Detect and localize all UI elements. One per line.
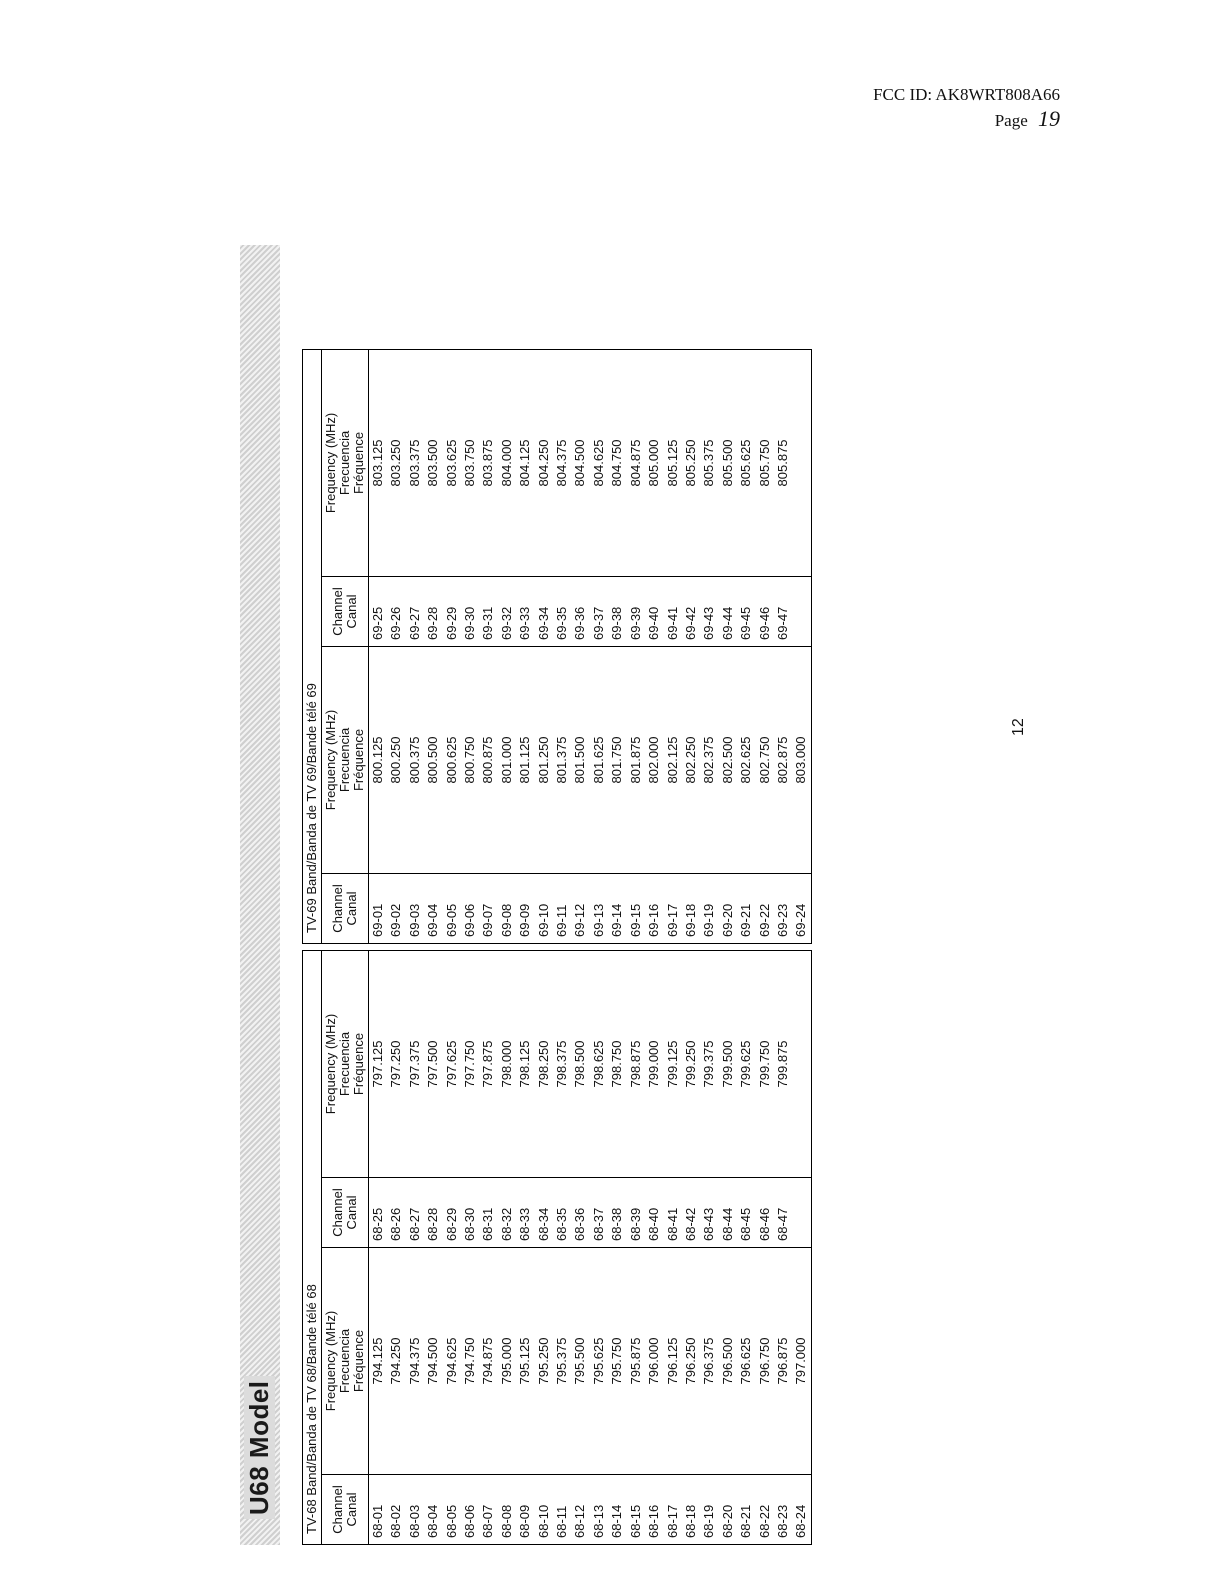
frequency-cell: 798.250 bbox=[535, 950, 553, 1177]
channel-cell: 69-09 bbox=[516, 873, 534, 943]
frequency-cell: 801.250 bbox=[535, 646, 553, 873]
channel-cell: 69-40 bbox=[645, 576, 663, 646]
channel-cell: 69-27 bbox=[406, 576, 424, 646]
channel-cell: 68-11 bbox=[553, 1475, 571, 1545]
channel-cell: 69-22 bbox=[756, 873, 774, 943]
frequency-cell: 797.000 bbox=[792, 1248, 811, 1475]
channel-cell: 69-36 bbox=[571, 576, 589, 646]
channel-cell: 68-37 bbox=[590, 1178, 608, 1248]
channel-cell: 69-32 bbox=[498, 576, 516, 646]
frequency-cell: 800.625 bbox=[443, 646, 461, 873]
table-row bbox=[479, 950, 497, 1544]
channel-cell: 68-21 bbox=[737, 1475, 755, 1545]
table-row bbox=[406, 349, 424, 943]
frequency-cell: 805.375 bbox=[700, 349, 718, 576]
frequency-cell: 802.750 bbox=[756, 646, 774, 873]
frequency-header: Frequency (MHz) Frecuencia Fréquence bbox=[322, 950, 369, 1177]
table-row bbox=[737, 950, 755, 1544]
channel-cell: 69-37 bbox=[590, 576, 608, 646]
table-row bbox=[774, 349, 792, 943]
table-row bbox=[792, 349, 811, 943]
frequency-cell: 805.875 bbox=[774, 349, 792, 576]
fcc-id: FCC ID: AK8WRT808A66 bbox=[873, 85, 1060, 104]
channel-cell: 68-32 bbox=[498, 1178, 516, 1248]
table-row bbox=[387, 950, 405, 1544]
frequency-cell: 803.125 bbox=[369, 349, 388, 576]
table-row bbox=[516, 950, 534, 1544]
channel-cell: 68-22 bbox=[756, 1475, 774, 1545]
frequency-cell bbox=[792, 950, 811, 1177]
frequency-cell: 795.750 bbox=[608, 1248, 626, 1475]
frequency-cell: 796.125 bbox=[664, 1248, 682, 1475]
channel-cell: 68-01 bbox=[369, 1475, 388, 1545]
frequency-cell: 805.625 bbox=[737, 349, 755, 576]
channel-cell: 69-15 bbox=[627, 873, 645, 943]
frequency-cell: 804.375 bbox=[553, 349, 571, 576]
frequency-header: Frequency (MHz) Frecuencia Fréquence bbox=[322, 646, 369, 873]
table-row bbox=[498, 950, 516, 1544]
frequency-cell: 804.000 bbox=[498, 349, 516, 576]
channel-cell: 68-03 bbox=[406, 1475, 424, 1545]
table-row bbox=[424, 349, 442, 943]
channel-cell: 68-43 bbox=[700, 1178, 718, 1248]
frequency-cell: 803.375 bbox=[406, 349, 424, 576]
frequency-cell: 795.125 bbox=[516, 1248, 534, 1475]
channel-cell: 68-09 bbox=[516, 1475, 534, 1545]
band-tables bbox=[302, 349, 812, 1545]
frequency-cell: 800.250 bbox=[387, 646, 405, 873]
channel-cell: 69-23 bbox=[774, 873, 792, 943]
channel-cell: 68-16 bbox=[645, 1475, 663, 1545]
channel-cell: 69-10 bbox=[535, 873, 553, 943]
frequency-cell: 797.375 bbox=[406, 950, 424, 1177]
channel-cell: 68-17 bbox=[664, 1475, 682, 1545]
channel-cell: 69-28 bbox=[424, 576, 442, 646]
channel-cell: 68-18 bbox=[682, 1475, 700, 1545]
table-row bbox=[387, 349, 405, 943]
frequency-cell: 800.875 bbox=[479, 646, 497, 873]
channel-cell: 68-26 bbox=[387, 1178, 405, 1248]
frequency-cell: 796.375 bbox=[700, 1248, 718, 1475]
table-row bbox=[498, 349, 516, 943]
frequency-cell: 798.750 bbox=[608, 950, 626, 1177]
channel-cell: 68-46 bbox=[756, 1178, 774, 1248]
frequency-cell: 796.875 bbox=[774, 1248, 792, 1475]
channel-cell: 69-13 bbox=[590, 873, 608, 943]
frequency-cell: 801.750 bbox=[608, 646, 626, 873]
frequency-cell: 794.750 bbox=[461, 1248, 479, 1475]
channel-header: Channel Canal bbox=[322, 576, 369, 646]
page-footer-number: 12 bbox=[1010, 718, 1027, 736]
frequency-cell: 803.625 bbox=[443, 349, 461, 576]
frequency-cell: 802.875 bbox=[774, 646, 792, 873]
table-row bbox=[737, 349, 755, 943]
frequency-cell: 800.500 bbox=[424, 646, 442, 873]
frequency-header: Frequency (MHz) Frecuencia Fréquence bbox=[322, 349, 369, 576]
table-row bbox=[645, 349, 663, 943]
table-row bbox=[664, 349, 682, 943]
frequency-cell: 802.000 bbox=[645, 646, 663, 873]
frequency-cell: 796.250 bbox=[682, 1248, 700, 1475]
channel-cell: 69-35 bbox=[553, 576, 571, 646]
channel-cell: 69-46 bbox=[756, 576, 774, 646]
table-row bbox=[608, 950, 626, 1544]
table-row bbox=[756, 349, 774, 943]
table-row bbox=[535, 950, 553, 1544]
channel-cell: 68-45 bbox=[737, 1178, 755, 1248]
page-indicator bbox=[873, 108, 1060, 132]
frequency-cell: 795.375 bbox=[553, 1248, 571, 1475]
table-row bbox=[571, 349, 589, 943]
frequency-cell: 798.875 bbox=[627, 950, 645, 1177]
frequency-cell: 804.125 bbox=[516, 349, 534, 576]
channel-cell: 69-17 bbox=[664, 873, 682, 943]
frequency-cell: 795.250 bbox=[535, 1248, 553, 1475]
table-row bbox=[700, 349, 718, 943]
channel-header: Channel Canal bbox=[322, 1475, 369, 1545]
table-row bbox=[443, 349, 461, 943]
table-row bbox=[756, 950, 774, 1544]
frequency-cell: 803.500 bbox=[424, 349, 442, 576]
frequency-cell: 798.125 bbox=[516, 950, 534, 1177]
frequency-cell: 804.625 bbox=[590, 349, 608, 576]
frequency-cell: 794.250 bbox=[387, 1248, 405, 1475]
frequency-cell: 803.750 bbox=[461, 349, 479, 576]
band-table-69 bbox=[302, 349, 812, 944]
channel-cell: 68-07 bbox=[479, 1475, 497, 1545]
channel-cell: 68-05 bbox=[443, 1475, 461, 1545]
frequency-cell: 797.750 bbox=[461, 950, 479, 1177]
frequency-cell: 797.625 bbox=[443, 950, 461, 1177]
frequency-cell: 801.000 bbox=[498, 646, 516, 873]
table-row bbox=[443, 950, 461, 1544]
frequency-cell: 799.000 bbox=[645, 950, 663, 1177]
frequency-cell: 802.500 bbox=[719, 646, 737, 873]
frequency-cell: 805.250 bbox=[682, 349, 700, 576]
frequency-cell: 798.500 bbox=[571, 950, 589, 1177]
channel-cell: 69-31 bbox=[479, 576, 497, 646]
frequency-cell: 801.500 bbox=[571, 646, 589, 873]
channel-cell bbox=[792, 576, 811, 646]
channel-cell: 69-03 bbox=[406, 873, 424, 943]
frequency-cell: 805.125 bbox=[664, 349, 682, 576]
channel-cell: 69-25 bbox=[369, 576, 388, 646]
table-row bbox=[479, 349, 497, 943]
frequency-cell: 797.875 bbox=[479, 950, 497, 1177]
channel-cell: 69-44 bbox=[719, 576, 737, 646]
table-row bbox=[461, 950, 479, 1544]
channel-cell: 68-04 bbox=[424, 1475, 442, 1545]
frequency-cell: 802.625 bbox=[737, 646, 755, 873]
channel-cell: 68-08 bbox=[498, 1475, 516, 1545]
frequency-cell: 799.125 bbox=[664, 950, 682, 1177]
channel-cell: 68-38 bbox=[608, 1178, 626, 1248]
frequency-cell: 795.875 bbox=[627, 1248, 645, 1475]
channel-cell: 69-26 bbox=[387, 576, 405, 646]
channel-cell: 69-41 bbox=[664, 576, 682, 646]
table-row bbox=[516, 349, 534, 943]
frequency-cell: 804.875 bbox=[627, 349, 645, 576]
frequency-cell: 798.375 bbox=[553, 950, 571, 1177]
frequency-cell: 796.625 bbox=[737, 1248, 755, 1475]
frequency-cell: 795.625 bbox=[590, 1248, 608, 1475]
channel-cell: 68-41 bbox=[664, 1178, 682, 1248]
frequency-cell: 796.500 bbox=[719, 1248, 737, 1475]
model-title: U68 Model bbox=[244, 1376, 275, 1519]
frequency-header: Frequency (MHz) Frecuencia Fréquence bbox=[322, 1248, 369, 1475]
table-row bbox=[682, 349, 700, 943]
frequency-cell: 805.750 bbox=[756, 349, 774, 576]
channel-cell: 69-18 bbox=[682, 873, 700, 943]
frequency-cell: 805.500 bbox=[719, 349, 737, 576]
channel-cell: 69-01 bbox=[369, 873, 388, 943]
table-row bbox=[406, 950, 424, 1544]
frequency-cell: 800.750 bbox=[461, 646, 479, 873]
channel-cell: 68-14 bbox=[608, 1475, 626, 1545]
page-header bbox=[873, 84, 1060, 132]
frequency-cell: 799.875 bbox=[774, 950, 792, 1177]
channel-cell: 69-04 bbox=[424, 873, 442, 943]
page-number: 19 bbox=[1038, 106, 1060, 131]
channel-cell: 69-06 bbox=[461, 873, 479, 943]
frequency-cell: 794.625 bbox=[443, 1248, 461, 1475]
frequency-cell: 798.625 bbox=[590, 950, 608, 1177]
table-row bbox=[535, 349, 553, 943]
channel-cell: 68-44 bbox=[719, 1178, 737, 1248]
frequency-cell: 795.500 bbox=[571, 1248, 589, 1475]
channel-cell: 69-45 bbox=[737, 576, 755, 646]
channel-cell: 69-07 bbox=[479, 873, 497, 943]
channel-cell: 68-12 bbox=[571, 1475, 589, 1545]
channel-cell bbox=[792, 1178, 811, 1248]
channel-cell: 68-42 bbox=[682, 1178, 700, 1248]
channel-cell: 69-14 bbox=[608, 873, 626, 943]
frequency-cell: 796.000 bbox=[645, 1248, 663, 1475]
channel-cell: 68-28 bbox=[424, 1178, 442, 1248]
frequency-cell: 802.375 bbox=[700, 646, 718, 873]
channel-cell: 69-43 bbox=[700, 576, 718, 646]
table-row bbox=[700, 950, 718, 1544]
band-title: TV-68 Band/Banda de TV 68/Bande télé 68 bbox=[303, 950, 322, 1544]
frequency-cell: 802.125 bbox=[664, 646, 682, 873]
channel-cell: 68-33 bbox=[516, 1178, 534, 1248]
frequency-cell: 797.250 bbox=[387, 950, 405, 1177]
model-banner bbox=[240, 245, 280, 1545]
channel-cell: 68-24 bbox=[792, 1475, 811, 1545]
frequency-cell: 803.875 bbox=[479, 349, 497, 576]
channel-cell: 68-30 bbox=[461, 1178, 479, 1248]
channel-cell: 68-15 bbox=[627, 1475, 645, 1545]
table-row bbox=[369, 349, 388, 943]
channel-cell: 68-20 bbox=[719, 1475, 737, 1545]
table-row bbox=[645, 950, 663, 1544]
frequency-cell: 794.375 bbox=[406, 1248, 424, 1475]
band-rows bbox=[369, 950, 812, 1544]
frequency-cell: 801.625 bbox=[590, 646, 608, 873]
channel-cell: 69-47 bbox=[774, 576, 792, 646]
channel-cell: 69-02 bbox=[387, 873, 405, 943]
channel-header: Channel Canal bbox=[322, 873, 369, 943]
frequency-cell: 798.000 bbox=[498, 950, 516, 1177]
channel-cell: 69-05 bbox=[443, 873, 461, 943]
channel-cell: 68-02 bbox=[387, 1475, 405, 1545]
frequency-cell: 794.500 bbox=[424, 1248, 442, 1475]
table-row bbox=[590, 349, 608, 943]
frequency-cell: 804.250 bbox=[535, 349, 553, 576]
channel-cell: 68-40 bbox=[645, 1178, 663, 1248]
band-title: TV-69 Band/Banda de TV 69/Bande télé 69 bbox=[303, 349, 322, 943]
table-row bbox=[792, 950, 811, 1544]
channel-cell: 69-30 bbox=[461, 576, 479, 646]
frequency-cell: 803.250 bbox=[387, 349, 405, 576]
channel-cell: 68-10 bbox=[535, 1475, 553, 1545]
channel-cell: 69-24 bbox=[792, 873, 811, 943]
channel-cell: 69-16 bbox=[645, 873, 663, 943]
frequency-cell: 799.250 bbox=[682, 950, 700, 1177]
band-table-68 bbox=[302, 950, 812, 1545]
frequency-cell: 801.375 bbox=[553, 646, 571, 873]
frequency-cell: 804.500 bbox=[571, 349, 589, 576]
frequency-cell: 805.000 bbox=[645, 349, 663, 576]
frequency-cell: 802.250 bbox=[682, 646, 700, 873]
frequency-cell: 800.125 bbox=[369, 646, 388, 873]
table-row bbox=[571, 950, 589, 1544]
table-row bbox=[553, 349, 571, 943]
channel-cell: 68-29 bbox=[443, 1178, 461, 1248]
channel-cell: 68-13 bbox=[590, 1475, 608, 1545]
channel-cell: 68-19 bbox=[700, 1475, 718, 1545]
channel-cell: 69-21 bbox=[737, 873, 755, 943]
channel-cell: 68-39 bbox=[627, 1178, 645, 1248]
table-row bbox=[424, 950, 442, 1544]
channel-cell: 69-33 bbox=[516, 576, 534, 646]
frequency-cell: 804.750 bbox=[608, 349, 626, 576]
rotated-content bbox=[240, 245, 920, 1545]
table-row bbox=[590, 950, 608, 1544]
channel-cell: 68-06 bbox=[461, 1475, 479, 1545]
frequency-cell: 799.625 bbox=[737, 950, 755, 1177]
frequency-cell: 803.000 bbox=[792, 646, 811, 873]
channel-cell: 68-36 bbox=[571, 1178, 589, 1248]
channel-cell: 69-38 bbox=[608, 576, 626, 646]
page-label: Page bbox=[994, 111, 1028, 130]
frequency-cell: 799.500 bbox=[719, 950, 737, 1177]
channel-cell: 69-19 bbox=[700, 873, 718, 943]
table-row bbox=[461, 349, 479, 943]
table-row bbox=[369, 950, 388, 1544]
frequency-cell: 795.000 bbox=[498, 1248, 516, 1475]
frequency-cell: 797.125 bbox=[369, 950, 388, 1177]
table-row bbox=[719, 349, 737, 943]
channel-cell: 69-42 bbox=[682, 576, 700, 646]
frequency-cell: 799.750 bbox=[756, 950, 774, 1177]
channel-cell: 68-31 bbox=[479, 1178, 497, 1248]
channel-cell: 69-20 bbox=[719, 873, 737, 943]
channel-cell: 69-39 bbox=[627, 576, 645, 646]
table-row bbox=[682, 950, 700, 1544]
channel-cell: 68-25 bbox=[369, 1178, 388, 1248]
frequency-cell: 797.500 bbox=[424, 950, 442, 1177]
channel-cell: 69-12 bbox=[571, 873, 589, 943]
channel-cell: 68-23 bbox=[774, 1475, 792, 1545]
frequency-cell bbox=[792, 349, 811, 576]
table-row bbox=[719, 950, 737, 1544]
table-row bbox=[627, 950, 645, 1544]
channel-cell: 69-08 bbox=[498, 873, 516, 943]
frequency-cell: 801.875 bbox=[627, 646, 645, 873]
frequency-cell: 794.125 bbox=[369, 1248, 388, 1475]
frequency-cell: 799.375 bbox=[700, 950, 718, 1177]
frequency-cell: 800.375 bbox=[406, 646, 424, 873]
channel-cell: 68-27 bbox=[406, 1178, 424, 1248]
table-row bbox=[608, 349, 626, 943]
frequency-cell: 801.125 bbox=[516, 646, 534, 873]
band-rows bbox=[369, 349, 812, 943]
table-row bbox=[553, 950, 571, 1544]
table-row bbox=[664, 950, 682, 1544]
table-row bbox=[774, 950, 792, 1544]
channel-cell: 68-47 bbox=[774, 1178, 792, 1248]
frequency-cell: 796.750 bbox=[756, 1248, 774, 1475]
channel-cell: 68-34 bbox=[535, 1178, 553, 1248]
channel-cell: 69-34 bbox=[535, 576, 553, 646]
channel-cell: 69-29 bbox=[443, 576, 461, 646]
channel-cell: 69-11 bbox=[553, 873, 571, 943]
channel-header: Channel Canal bbox=[322, 1178, 369, 1248]
frequency-cell: 794.875 bbox=[479, 1248, 497, 1475]
channel-cell: 68-35 bbox=[553, 1178, 571, 1248]
table-row bbox=[627, 349, 645, 943]
